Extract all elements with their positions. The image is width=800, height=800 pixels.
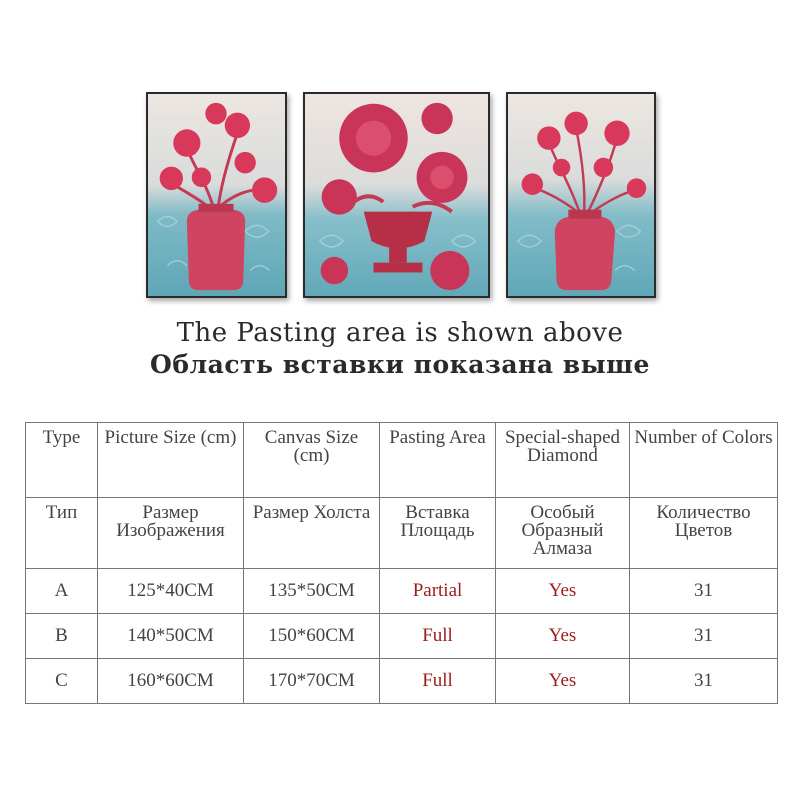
painting-left: [146, 92, 287, 298]
cell-special-diamond: Yes: [496, 569, 630, 614]
table-row: [26, 659, 778, 704]
cell-type: A: [26, 569, 98, 614]
caption-russian: Область вставки показана выше: [150, 350, 650, 379]
cell-type: B: [26, 614, 98, 659]
cell-number-colors: 31: [630, 614, 778, 659]
cell-canvas-size: 135*50CM: [244, 569, 380, 614]
cell-number-colors: 31: [630, 659, 778, 704]
header-special-diamond-ru: Особый Образный Алмаза: [496, 498, 630, 569]
cell-canvas-size: 170*70CM: [244, 659, 380, 704]
size-spec-table: [25, 422, 778, 704]
header-picture-size-ru: Размер Изображения: [98, 498, 244, 569]
cell-pasting-area: Full: [380, 614, 496, 659]
caption-english: The Pasting area is shown above: [176, 318, 624, 348]
header-special-diamond: Special-shaped Diamond: [496, 423, 630, 498]
cell-picture-size: 140*50CM: [98, 614, 244, 659]
cell-pasting-area: Partial: [380, 569, 496, 614]
triptych-preview: [146, 92, 656, 298]
header-picture-size: Picture Size (cm): [98, 423, 244, 498]
poppy-vase-image: [508, 94, 654, 296]
header-row-russian: [26, 498, 778, 569]
header-canvas-size-ru: Размер Холста: [244, 498, 380, 569]
table-row: [26, 614, 778, 659]
header-number-colors: Number of Colors: [630, 423, 778, 498]
cell-picture-size: 160*60CM: [98, 659, 244, 704]
cell-special-diamond: Yes: [496, 659, 630, 704]
cell-special-diamond: Yes: [496, 614, 630, 659]
table-row: [26, 569, 778, 614]
header-row-english: [26, 423, 778, 498]
cell-canvas-size: 150*60CM: [244, 614, 380, 659]
flower-vase-left-image: [148, 94, 285, 296]
header-number-colors-ru: Количество Цветов: [630, 498, 778, 569]
header-canvas-size: Canvas Size (cm): [244, 423, 380, 498]
header-pasting-area-ru: Вставка Площадь: [380, 498, 496, 569]
painting-center: [303, 92, 490, 298]
header-type-ru: Тип: [26, 498, 98, 569]
header-pasting-area: Pasting Area: [380, 423, 496, 498]
painting-right: [506, 92, 656, 298]
header-type: Type: [26, 423, 98, 498]
cell-pasting-area: Full: [380, 659, 496, 704]
cell-picture-size: 125*40CM: [98, 569, 244, 614]
peony-urn-image: [305, 94, 488, 296]
cell-number-colors: 31: [630, 569, 778, 614]
cell-type: C: [26, 659, 98, 704]
